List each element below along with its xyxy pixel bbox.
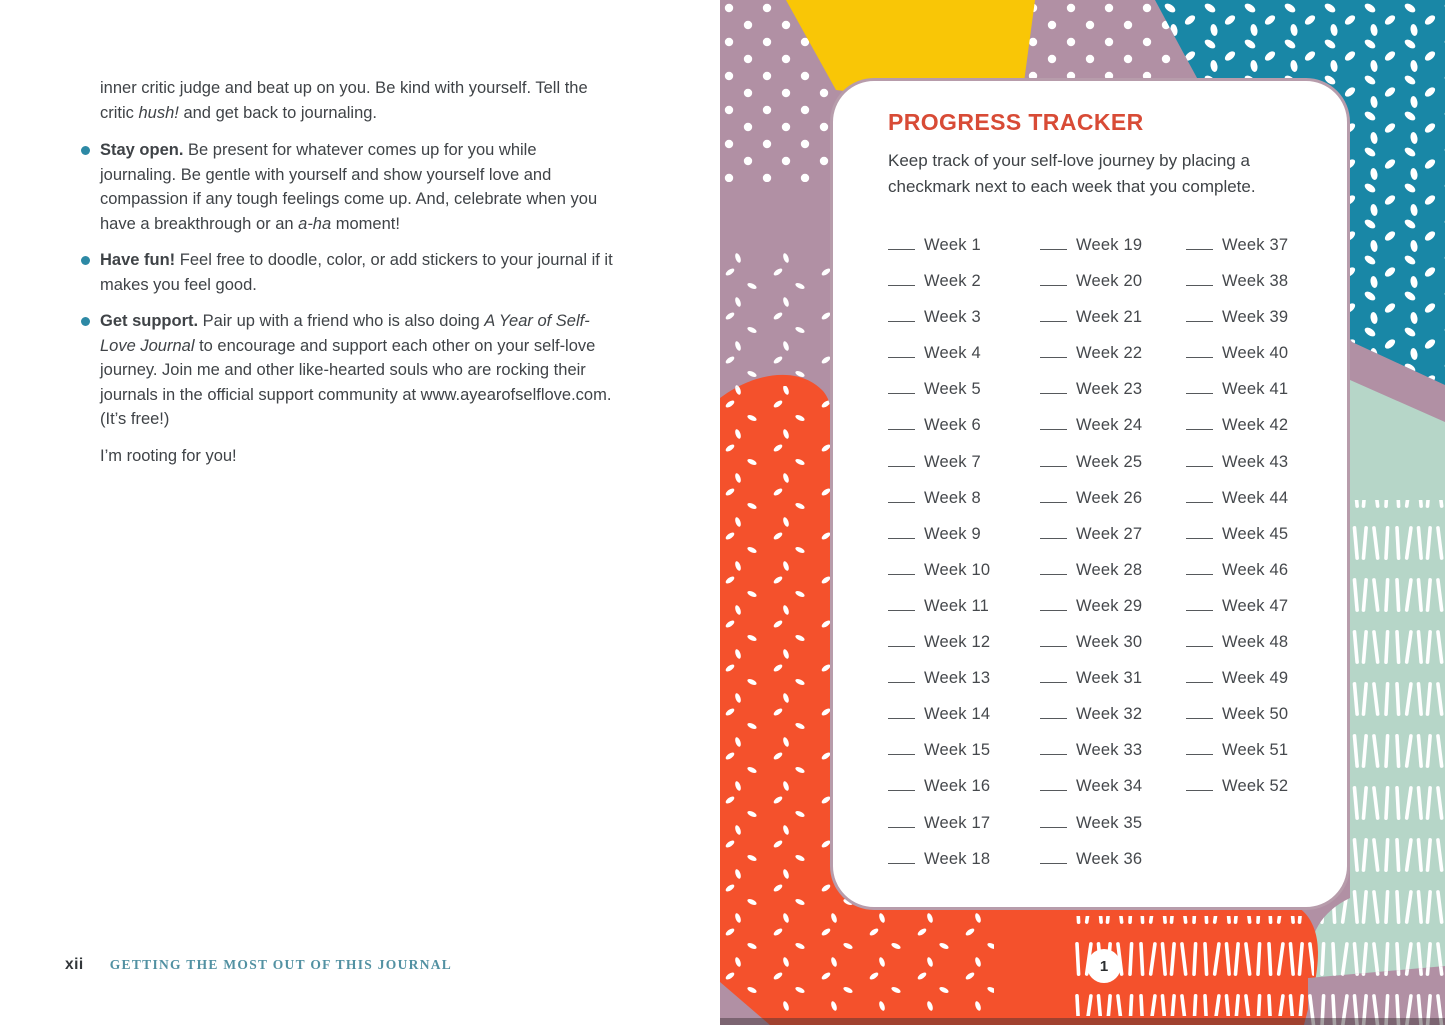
week-label: Week 37 [1222,236,1289,254]
bullet-lead: Get support. [100,312,199,330]
week-label: Week 12 [924,633,991,652]
intro-paragraph [100,76,616,125]
week-row [1186,588,1346,624]
checkmark-blank-line[interactable] [1186,538,1213,539]
checkmark-blank-line[interactable] [888,393,915,394]
week-row [888,732,1040,768]
week-label: Week 18 [924,849,991,868]
checkmark-blank-line[interactable] [888,754,915,755]
checkmark-blank-line[interactable] [1186,502,1213,503]
week-row [888,841,1040,877]
week-label: Week 34 [1076,777,1143,796]
checkmark-blank-line[interactable] [888,610,915,611]
checkmark-blank-line[interactable] [888,718,915,719]
week-label: Week 45 [1222,524,1289,543]
page-edge-shadow [720,1018,1445,1025]
checkmark-blank-line[interactable] [1186,790,1213,791]
week-label: Week 28 [1076,560,1143,579]
checkmark-blank-line[interactable] [1040,285,1067,286]
bullet-lead: Stay open. [100,141,184,159]
week-row [1040,371,1186,407]
week-label: Week 4 [924,344,981,363]
week-row [1040,805,1186,841]
card-intro: Keep track of your self-love journey by placing a checkmark next to each week that you complete. [888,151,1256,196]
week-label: Week 13 [924,669,991,688]
week-grid [888,227,1347,877]
checkmark-blank-line[interactable] [1040,827,1067,828]
week-label: Week 30 [1076,633,1143,652]
bullet-text: Be present for whatever comes up for you while journaling. Be gentle with yourself and show yourself love and compassion if any tough feelings come up. And, celebrate when you have a breakthrough or an [100,141,598,233]
checkmark-blank-line[interactable] [1040,321,1067,322]
left-page [0,0,720,1025]
week-row [1186,768,1346,804]
week-row [888,805,1040,841]
checkmark-blank-line[interactable] [1040,863,1067,864]
week-row [1186,624,1346,660]
checkmark-blank-line[interactable] [888,538,915,539]
week-row [1186,227,1346,263]
checkmark-blank-line[interactable] [888,249,915,250]
week-row [888,696,1040,732]
week-label: Week 16 [924,777,991,796]
week-row [888,660,1040,696]
checkmark-blank-line[interactable] [888,466,915,467]
week-row [1040,480,1186,516]
checkmark-blank-line[interactable] [1186,718,1213,719]
week-label: Week 26 [1076,488,1143,507]
week-label: Week 2 [924,272,981,291]
week-row [888,768,1040,804]
week-row [1040,516,1186,552]
checkmark-blank-line[interactable] [1040,610,1067,611]
checkmark-blank-line[interactable] [888,429,915,430]
right-page [720,0,1445,1025]
checkmark-blank-line[interactable] [888,863,915,864]
progress-tracker-card [830,78,1350,910]
week-label: Week 32 [1076,705,1143,724]
bullet-icon [81,256,90,265]
page-number: 1 [1099,957,1109,975]
week-label: Week 40 [1222,344,1289,363]
week-row [1040,407,1186,443]
closing-line: I’m rooting for you! [100,446,237,465]
week-label: Week 25 [1076,452,1143,471]
checkmark-blank-line[interactable] [1040,682,1067,683]
week-row [1040,768,1186,804]
week-row [888,407,1040,443]
checkmark-blank-line[interactable] [888,682,915,683]
week-row [1040,841,1186,877]
checkmark-blank-line[interactable] [888,646,915,647]
checkmark-blank-line[interactable] [888,321,915,322]
week-label: Week 50 [1222,705,1289,724]
week-label: Week 47 [1222,596,1289,615]
checkmark-blank-line[interactable] [1040,249,1067,250]
bullet-text: Pair up with a friend who is also doing [198,312,485,330]
week-label: Week 7 [924,452,981,471]
checkmark-blank-line[interactable] [1186,574,1213,575]
tips-list [100,138,616,432]
week-label: Week 44 [1222,488,1289,507]
week-label: Week 46 [1222,560,1289,579]
checkmark-blank-line[interactable] [1040,357,1067,358]
week-row [1040,732,1186,768]
week-label: Week 52 [1222,777,1289,796]
checkmark-blank-line[interactable] [1186,321,1213,322]
checkmark-blank-line[interactable] [888,790,915,791]
week-label: Week 19 [1076,236,1143,254]
checkmark-blank-line[interactable] [888,285,915,286]
week-label: Week 41 [1222,380,1289,399]
checkmark-blank-line[interactable] [1186,393,1213,394]
week-label: Week 8 [924,488,981,507]
checkmark-blank-line[interactable] [1186,285,1213,286]
week-row [1186,732,1346,768]
checkmark-blank-line[interactable] [1040,646,1067,647]
week-row [888,588,1040,624]
week-label: Week 10 [924,560,991,579]
week-label: Week 6 [924,416,981,435]
week-label: Week 5 [924,380,981,399]
bullet-icon [81,146,90,155]
week-row [1040,227,1186,263]
bullet-italic: a-ha [298,214,332,233]
checkmark-blank-line[interactable] [1186,682,1213,683]
week-column-3 [1186,227,1346,877]
week-label: Week 51 [1222,741,1289,760]
week-label: Week 48 [1222,633,1289,652]
week-label: Week 11 [924,596,989,615]
checkmark-blank-line[interactable] [1040,790,1067,791]
intro-text-end: and get back to journaling. [178,103,378,122]
checkmark-blank-line[interactable] [888,502,915,503]
week-row [888,299,1040,335]
week-label: Week 21 [1076,308,1143,327]
list-item [100,138,616,236]
checkmark-blank-line[interactable] [1040,429,1067,430]
bullet-text: Feel free to doodle, color, or add stickers to your journal if it makes you feel good. [100,251,613,294]
week-row [1186,299,1346,335]
week-label: Week 1 [924,236,981,254]
week-label: Week 38 [1222,272,1289,291]
page-number: xii [65,956,84,973]
checkmark-blank-line[interactable] [888,827,915,828]
week-label: Week 27 [1076,524,1143,543]
week-row [1040,263,1186,299]
bullet-text-end: moment! [331,214,400,233]
week-row [1186,335,1346,371]
checkmark-blank-line[interactable] [1040,502,1067,503]
week-row [888,227,1040,263]
week-row [888,371,1040,407]
checkmark-blank-line[interactable] [1040,466,1067,467]
week-row [888,480,1040,516]
week-label: Week 36 [1076,849,1143,868]
checkmark-blank-line[interactable] [1186,357,1213,358]
checkmark-blank-line[interactable] [1040,754,1067,755]
week-label: Week 9 [924,524,981,543]
week-label: Week 22 [1076,344,1143,363]
week-row [1040,552,1186,588]
week-row [888,624,1040,660]
week-row [1040,335,1186,371]
page-number-badge [1087,949,1121,983]
checkmark-blank-line[interactable] [1186,466,1213,467]
week-row [1186,263,1346,299]
checkmark-blank-line[interactable] [1186,754,1213,755]
checkmark-blank-line[interactable] [888,574,915,575]
bullet-icon [81,317,90,326]
week-row [1040,299,1186,335]
checkmark-blank-line[interactable] [1186,646,1213,647]
checkmark-blank-line[interactable] [1186,249,1213,250]
week-row [888,335,1040,371]
checkmark-blank-line[interactable] [1040,718,1067,719]
week-label: Week 49 [1222,669,1289,688]
week-row [1040,588,1186,624]
week-row [1186,516,1346,552]
running-head: GETTING THE MOST OUT OF THIS JOURNAL [109,957,453,972]
card-title: PROGRESS TRACKER [888,109,1144,135]
checkmark-blank-line[interactable] [1040,393,1067,394]
left-page-footer [65,956,452,974]
week-row [1040,444,1186,480]
checkmark-blank-line[interactable] [1186,429,1213,430]
intro-italic: hush! [138,103,179,122]
week-row [1186,696,1346,732]
week-label: Week 20 [1076,272,1143,291]
checkmark-blank-line[interactable] [1040,538,1067,539]
bullet-italic: A Year of Self-Love Journal [100,312,590,355]
list-item [100,248,616,297]
week-label: Week 24 [1076,416,1143,435]
week-row [1186,407,1346,443]
checkmark-blank-line[interactable] [888,357,915,358]
week-label: Week 33 [1076,741,1143,760]
week-label: Week 35 [1076,813,1143,832]
week-row [1186,371,1346,407]
left-page-body [100,76,616,481]
week-column-1 [888,227,1040,877]
checkmark-blank-line[interactable] [1040,574,1067,575]
week-row [888,516,1040,552]
week-row [888,552,1040,588]
week-row [1040,696,1186,732]
week-row [1186,480,1346,516]
week-label: Week 29 [1076,596,1143,615]
bullet-lead: Have fun! [100,251,176,269]
intro-text: inner critic judge and beat up on you. Be kind with yourself. Tell the critic [100,79,588,122]
week-label: Week 31 [1076,669,1143,688]
week-row [1040,660,1186,696]
week-row [1186,444,1346,480]
week-label: Week 42 [1222,416,1289,435]
checkmark-blank-line[interactable] [1186,610,1213,611]
week-row [888,444,1040,480]
bullet-text-end: to encourage and support each other on your self-love journey. Join me and other like-hearted souls who are rocking their journals in the official support community at www.ayearofselflove.com. (It’s free!) [100,336,612,428]
week-label: Week 39 [1222,308,1289,327]
list-item [100,309,616,432]
week-label: Week 43 [1222,452,1289,471]
week-row [888,263,1040,299]
week-label: Week 14 [924,705,991,724]
week-column-2 [1040,227,1186,877]
week-row [1186,552,1346,588]
week-row [1186,660,1346,696]
week-row [1040,624,1186,660]
week-label: Week 3 [924,308,981,327]
week-label: Week 23 [1076,380,1143,399]
week-label: Week 17 [924,813,991,832]
week-label: Week 15 [924,741,991,760]
